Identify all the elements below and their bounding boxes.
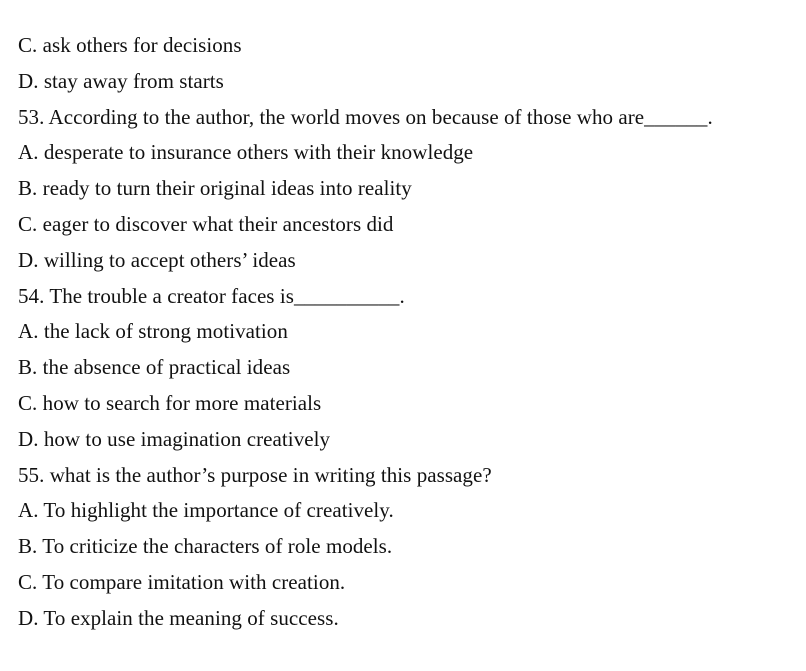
- q55-option-d: D. To explain the meaning of success.: [18, 605, 339, 630]
- question-54: 54. The trouble a creator faces is__________.: [18, 283, 405, 308]
- q54-option-d: D. how to use imagination creatively: [18, 426, 331, 451]
- q53-option-c: C. eager to discover what their ancestors did: [18, 211, 394, 236]
- q53-option-b: B. ready to turn their original ideas into reality: [18, 176, 412, 201]
- q55-option-b: B. To criticize the characters of role models.: [18, 534, 393, 559]
- q52-option-c: C. ask others for decisions: [18, 33, 242, 57]
- q54-option-a: A. the lack of strong motivation: [18, 319, 288, 344]
- q55-option-a: A. To highlight the importance of creatively.: [18, 498, 394, 523]
- question-55: 55. what is the author’s purpose in writing this passage?: [18, 462, 492, 487]
- q55-option-c: C. To compare imitation with creation.: [18, 569, 346, 594]
- q52-option-d: D. stay away from starts: [18, 68, 224, 93]
- q53-option-d: D. willing to accept others’ ideas: [18, 247, 296, 272]
- q54-option-c: C. how to search for more materials: [18, 390, 322, 415]
- question-document: [18, 28, 798, 637]
- question-53: 53. According to the author, the world moves on because of those who are______.: [18, 104, 713, 129]
- q53-option-a: A. desperate to insurance others with their knowledge: [18, 140, 474, 165]
- q54-option-b: B. the absence of practical ideas: [18, 355, 291, 380]
